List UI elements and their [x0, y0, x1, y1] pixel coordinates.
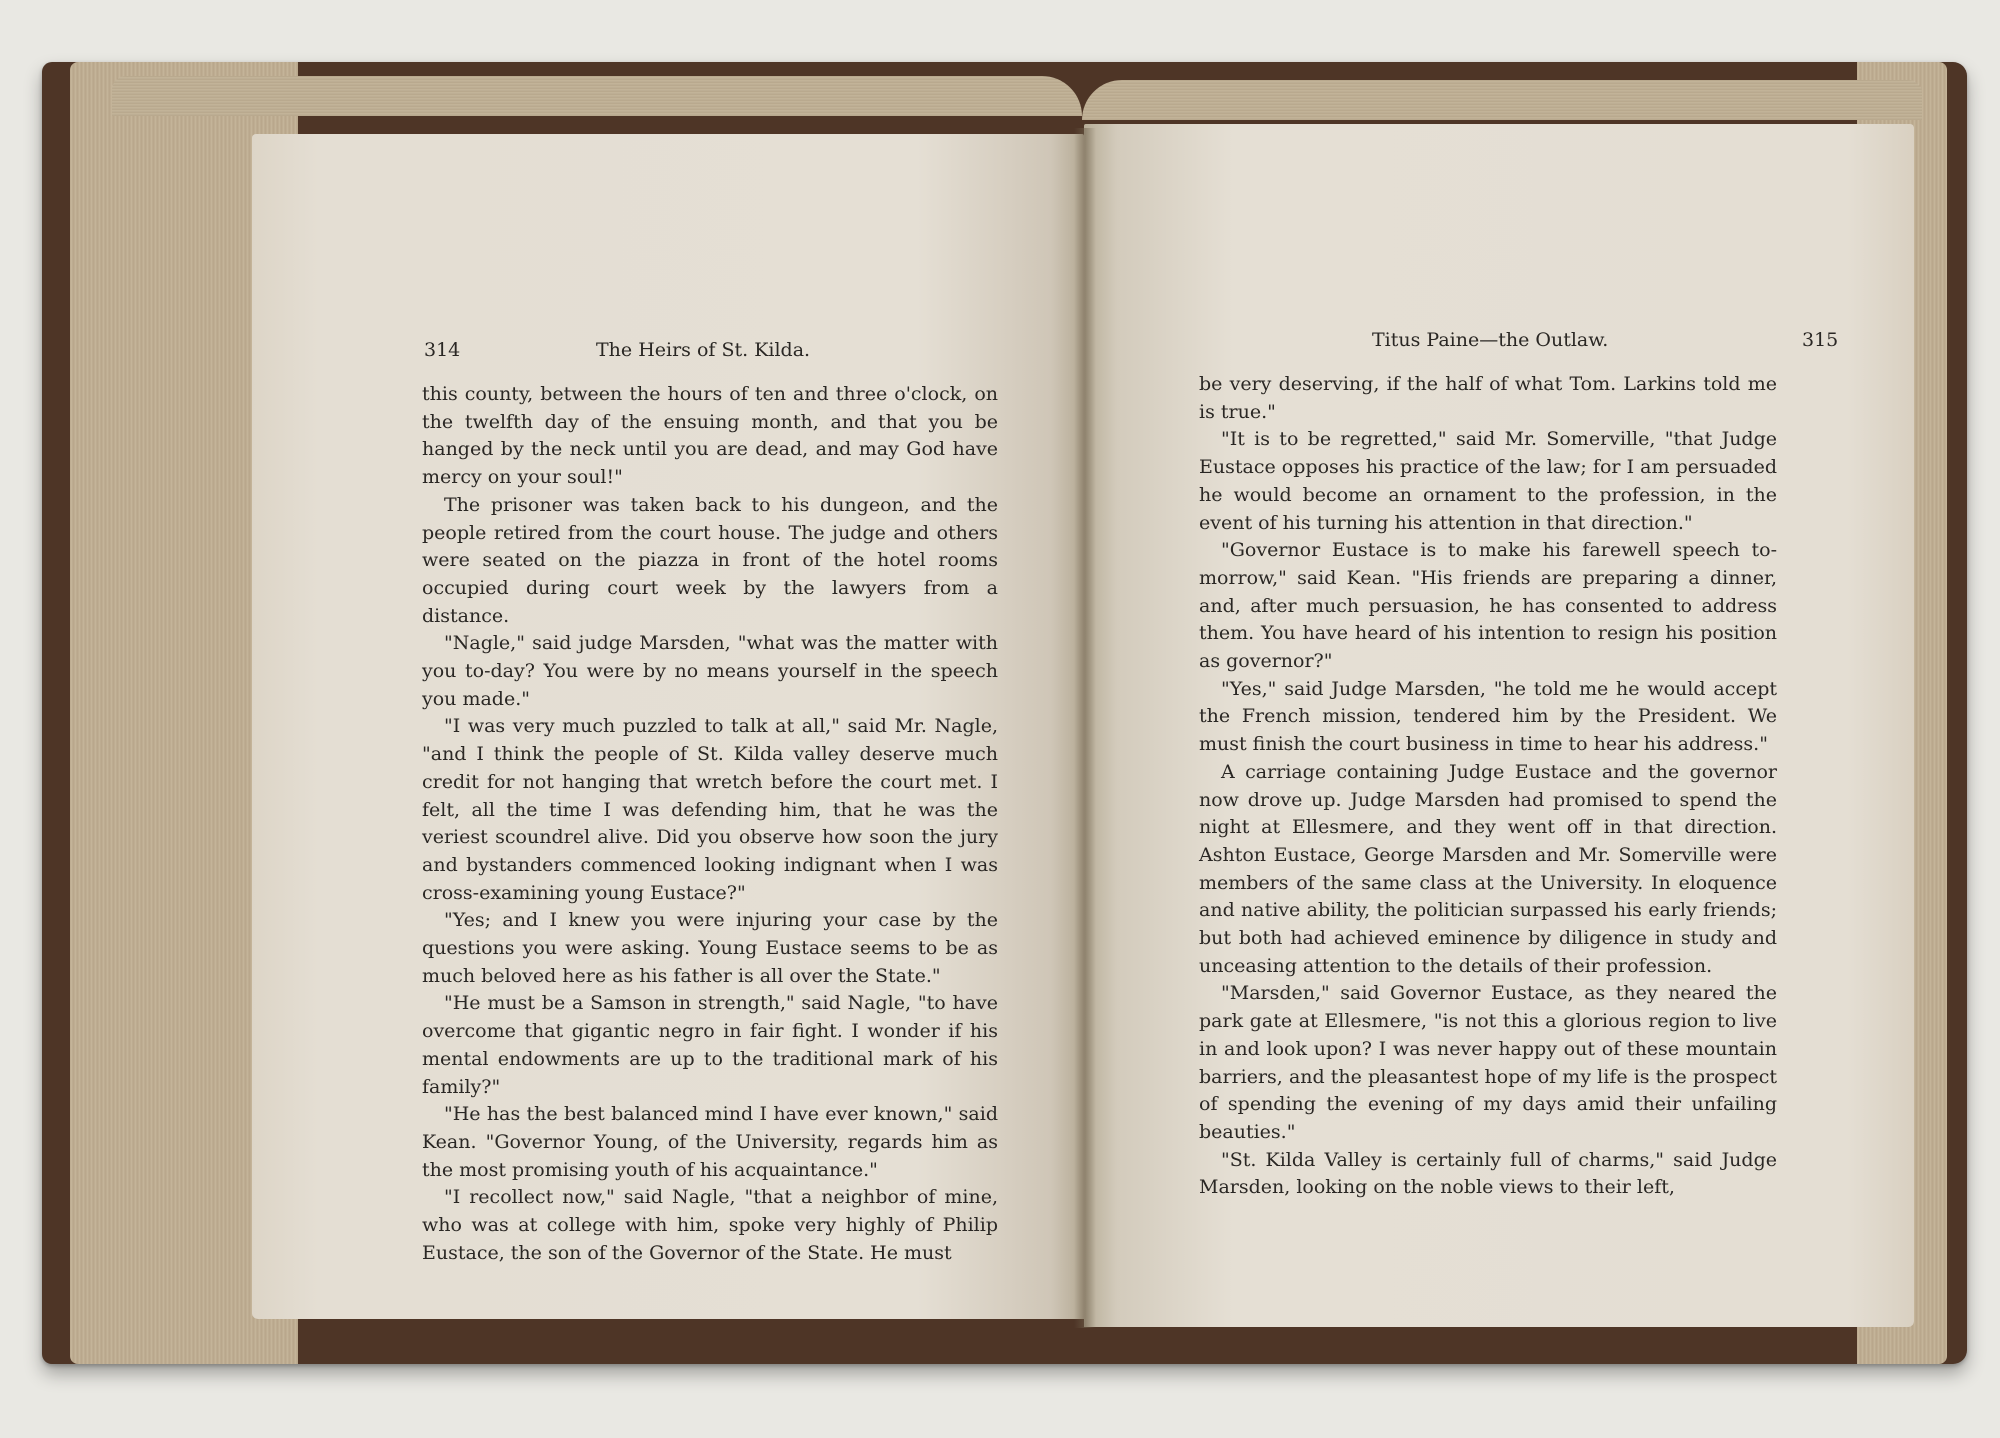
- paragraph: A carriage containing Judge Eustace and the governor now drove up. Judge Marsden had promised to spend the night at Ellesmere, and they went off in that direction. Ashton Eustace, George Marsden and Mr. Somerville were members of the same class at the University. In eloquence and native ability, the politician surpassed his early friends; but both had achieved eminence by diligence in study and unceasing attention to the details of their profession.: [1199, 760, 1777, 977]
- paragraph: "I recollect now," said Nagle, "that a neighbor of mine, who was at college with him, spoke very highly of Philip Eustace, the son of the Governor of the State. He must: [422, 1186, 998, 1264]
- paragraph: "Nagle," said judge Marsden, "what was the matter with you to-day? You were by no means yourself in the speech you made.": [422, 632, 998, 710]
- right-page-number: 315: [1802, 329, 1839, 351]
- paragraph: "Yes; and I knew you were injuring your case by the questions you were asking. Young Eustace seems to be as much beloved here as his father is all over the State.": [422, 909, 998, 987]
- book-gutter: [1074, 128, 1096, 1328]
- paragraph: "Yes," said Judge Marsden, "he told me he would accept the French mission, tendered him by the President. We must finish the court business in time to hear his address.": [1199, 677, 1777, 756]
- paragraph: "It is to be regretted," said Mr. Somerville, "that Judge Eustace opposes his practice of the law; for I am persuaded he would become an ornament to the profession, in the event of his turning his attention in that direction.": [1199, 428, 1777, 534]
- paragraph: be very deserving, if the half of what Tom. Larkins told me is true.": [1199, 373, 1777, 423]
- right-page: [1084, 124, 1914, 1327]
- paragraph: "Governor Eustace is to make his farewell speech to-morrow," said Kean. "His friends are preparing a dinner, and, after much persuasion, he has consented to address them. You have heard of his intention to resign his position as governor?": [1199, 539, 1777, 673]
- paragraph: "St. Kilda Valley is certainly full of charms," said Judge Marsden, looking on the noble views to their left,: [1199, 1148, 1777, 1199]
- left-top-edge: [112, 76, 1082, 116]
- paragraph: The prisoner was taken back to his dungeon, and the people retired from the court house. The judge and others were seated on the piazza in front of the hotel rooms occupied during court week by the lawyers from a distance.: [422, 493, 998, 627]
- paragraph: this county, between the hours of ten and three o'clock, on the twelfth day of the ensuing month, and that you be hanged by the neck until you are dead, and may God have mercy on your soul!": [422, 383, 998, 489]
- paragraph: "He has the best balanced mind I have ever known," said Kean. "Governor Young, of the University, regards him as the most promising youth of his acquaintance.": [422, 1103, 998, 1181]
- right-running-title: Titus Paine—the Outlaw.: [1372, 329, 1609, 351]
- paragraph: "Marsden," said Governor Eustace, as they neared the park gate at Ellesmere, "is not this a glorious region to live in and look upon? I was never happy out of these mountain barriers, and the pleasantest hope of my life is the prospect of spending the evening of my days amid their unfailing beauties.": [1199, 982, 1777, 1143]
- left-page-number: 314: [424, 339, 461, 361]
- paragraph: "I was very much puzzled to talk at all," said Mr. Nagle, "and I think the people of St. Kilda valley deserve much credit for not hanging that wretch before the court met. I felt, all the time I was defending him, that he was the veriest scoundrel alive. Did you observe how soon the jury and bystanders commenced looking indignant when I was cross-examining young Eustace?": [422, 715, 998, 904]
- left-page: [252, 134, 1084, 1319]
- open-book: [42, 62, 1967, 1364]
- left-page-text: [422, 381, 998, 1268]
- right-top-edge: [1082, 80, 1922, 120]
- paragraph: "He must be a Samson in strength," said Nagle, "to have overcome that gigantic negro in fair fight. I wonder if his mental endowments are up to the traditional mark of his family?": [422, 992, 998, 1098]
- left-running-title: The Heirs of St. Kilda.: [596, 339, 811, 361]
- right-page-text: [1199, 371, 1777, 1202]
